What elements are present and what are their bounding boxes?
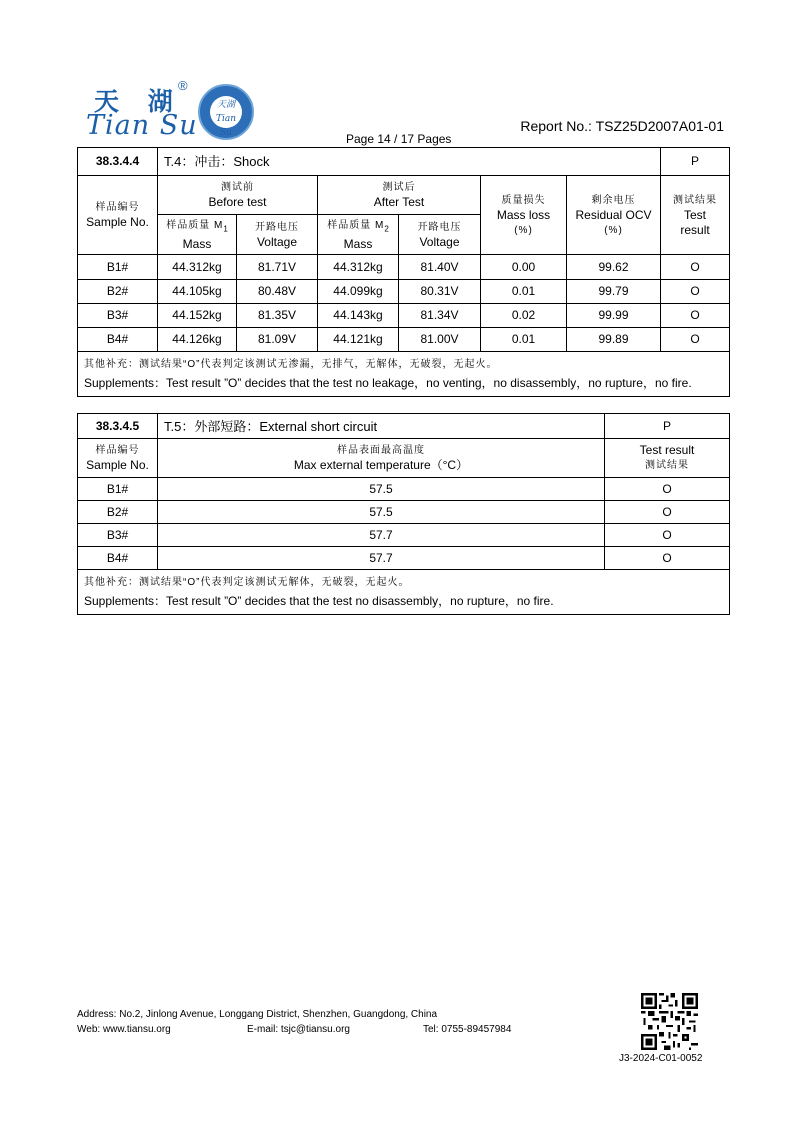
result-cell: O xyxy=(661,255,730,280)
clause-number: 38.3.4.4 xyxy=(78,148,158,176)
mass-before-cell: 44.312kg xyxy=(158,255,237,280)
mass-loss-cell: 0.00 xyxy=(481,255,567,280)
ocv-cell: 99.62 xyxy=(567,255,661,280)
sample-cell: B2# xyxy=(78,501,158,524)
logo-seal-text: 天湖 Tian Su xyxy=(210,96,242,128)
temperature-cell: 57.5 xyxy=(158,478,605,501)
before-test-header: 测试前 Before test xyxy=(158,176,318,215)
voltage-after-cell: 81.34V xyxy=(399,304,481,328)
sample-cell: B2# xyxy=(78,280,158,304)
qr-code-icon xyxy=(641,993,698,1050)
result-cell: O xyxy=(661,328,730,352)
result-cell: O xyxy=(605,501,730,524)
mass-loss-header: 质量损失 Mass loss (%) xyxy=(481,176,567,255)
temperature-cell: 57.7 xyxy=(158,524,605,547)
result-cell: O xyxy=(661,304,730,328)
temperature-cell: 57.7 xyxy=(158,547,605,570)
sample-no-header: 样品编号 Sample No. xyxy=(78,176,158,255)
ocv-cell: 99.99 xyxy=(567,304,661,328)
logo-english-text: Tian Su xyxy=(86,110,198,141)
result-cell: O xyxy=(605,547,730,570)
voltage-after-header: 开路电压 Voltage xyxy=(399,215,481,255)
clause-number: 38.3.4.5 xyxy=(78,414,158,439)
table-row xyxy=(78,501,730,524)
mass-after-cell: 44.121kg xyxy=(318,328,399,352)
result-cell: O xyxy=(605,478,730,501)
shock-test-table xyxy=(77,147,730,397)
footer-address: Address: No.2, Jinlong Avenue, Longgang District, Shenzhen, Guangdong, China xyxy=(77,1009,438,1020)
mass-before-cell: 44.105kg xyxy=(158,280,237,304)
voltage-before-header: 开路电压 Voltage xyxy=(237,215,318,255)
mass-before-cell: 44.126kg xyxy=(158,328,237,352)
voltage-after-cell: 81.00V xyxy=(399,328,481,352)
voltage-before-cell: 81.71V xyxy=(237,255,318,280)
logo-chinese-text: 天 湖 xyxy=(94,87,183,116)
test-title: T.4：冲击：Shock xyxy=(158,148,661,176)
mass-after-header: 样品质量 $M_2$ Mass xyxy=(318,215,399,255)
table-row xyxy=(78,328,730,352)
max-temperature-header: 样品表面最高温度 Max external temperature（°C） xyxy=(158,439,605,478)
table-row xyxy=(78,478,730,501)
sample-no-header: 样品编号 Sample No. xyxy=(78,439,158,478)
table-row xyxy=(78,304,730,328)
registered-mark: ® xyxy=(178,78,188,93)
sample-cell: B3# xyxy=(78,304,158,328)
mass-loss-cell: 0.01 xyxy=(481,328,567,352)
voltage-after-cell: 80.31V xyxy=(399,280,481,304)
mass-after-cell: 44.099kg xyxy=(318,280,399,304)
short-circuit-test-table xyxy=(77,413,730,615)
supplement-note: 其他补充：测试结果“O”代表判定该测试无解体，无破裂，无起火。 Supplements：Test result ”O” decides that the test no disassembly，no rupture，no fire. xyxy=(78,570,730,615)
sample-cell: B3# xyxy=(78,524,158,547)
table-row xyxy=(78,547,730,570)
mass-after-cell: 44.312kg xyxy=(318,255,399,280)
table-row xyxy=(78,524,730,547)
page-number: Page 14 / 17 Pages xyxy=(346,132,452,146)
logo-seal-icon xyxy=(198,84,254,140)
voltage-before-cell: 81.35V xyxy=(237,304,318,328)
voltage-before-cell: 81.09V xyxy=(237,328,318,352)
document-code: J3-2024-C01-0052 xyxy=(619,1053,703,1064)
sample-cell: B4# xyxy=(78,328,158,352)
mass-before-cell: 44.152kg xyxy=(158,304,237,328)
test-title: T.5：外部短路：External short circuit xyxy=(158,414,605,439)
ocv-cell: 99.89 xyxy=(567,328,661,352)
sample-cell: B4# xyxy=(78,547,158,570)
table-row xyxy=(78,280,730,304)
report-number: Report No.: TSZ25D2007A01-01 xyxy=(520,118,724,134)
footer-email: E-mail: tsjc@tiansu.org xyxy=(247,1024,350,1035)
verdict: P xyxy=(605,414,730,439)
mass-loss-cell: 0.02 xyxy=(481,304,567,328)
residual-ocv-header: 剩余电压 Residual OCV (%) xyxy=(567,176,661,255)
test-result-header: 测试结果 Test result xyxy=(661,176,730,255)
table-row xyxy=(78,255,730,280)
test-result-header: Test result 测试结果 xyxy=(605,439,730,478)
verdict: P xyxy=(661,148,730,176)
temperature-cell: 57.5 xyxy=(158,501,605,524)
voltage-before-cell: 80.48V xyxy=(237,280,318,304)
footer-web: Web: www.tiansu.org xyxy=(77,1024,171,1035)
result-cell: O xyxy=(605,524,730,547)
ocv-cell: 99.79 xyxy=(567,280,661,304)
footer xyxy=(77,1007,512,1035)
company-logo xyxy=(86,78,266,142)
sample-cell: B1# xyxy=(78,255,158,280)
supplement-note: 其他补充：测试结果“O”代表判定该测试无渗漏，无排气，无解体，无破裂，无起火。 Supplements：Test result ”O” decides that the test no leakage，no venting，no disassembly，no rupture，no fire. xyxy=(78,352,730,397)
after-test-header: 测试后 After Test xyxy=(318,176,481,215)
mass-loss-cell: 0.01 xyxy=(481,280,567,304)
voltage-after-cell: 81.40V xyxy=(399,255,481,280)
mass-before-header: 样品质量 $M_1$ Mass xyxy=(158,215,237,255)
sample-cell: B1# xyxy=(78,478,158,501)
footer-tel: Tel: 0755-89457984 xyxy=(423,1024,512,1035)
mass-after-cell: 44.143kg xyxy=(318,304,399,328)
result-cell: O xyxy=(661,280,730,304)
